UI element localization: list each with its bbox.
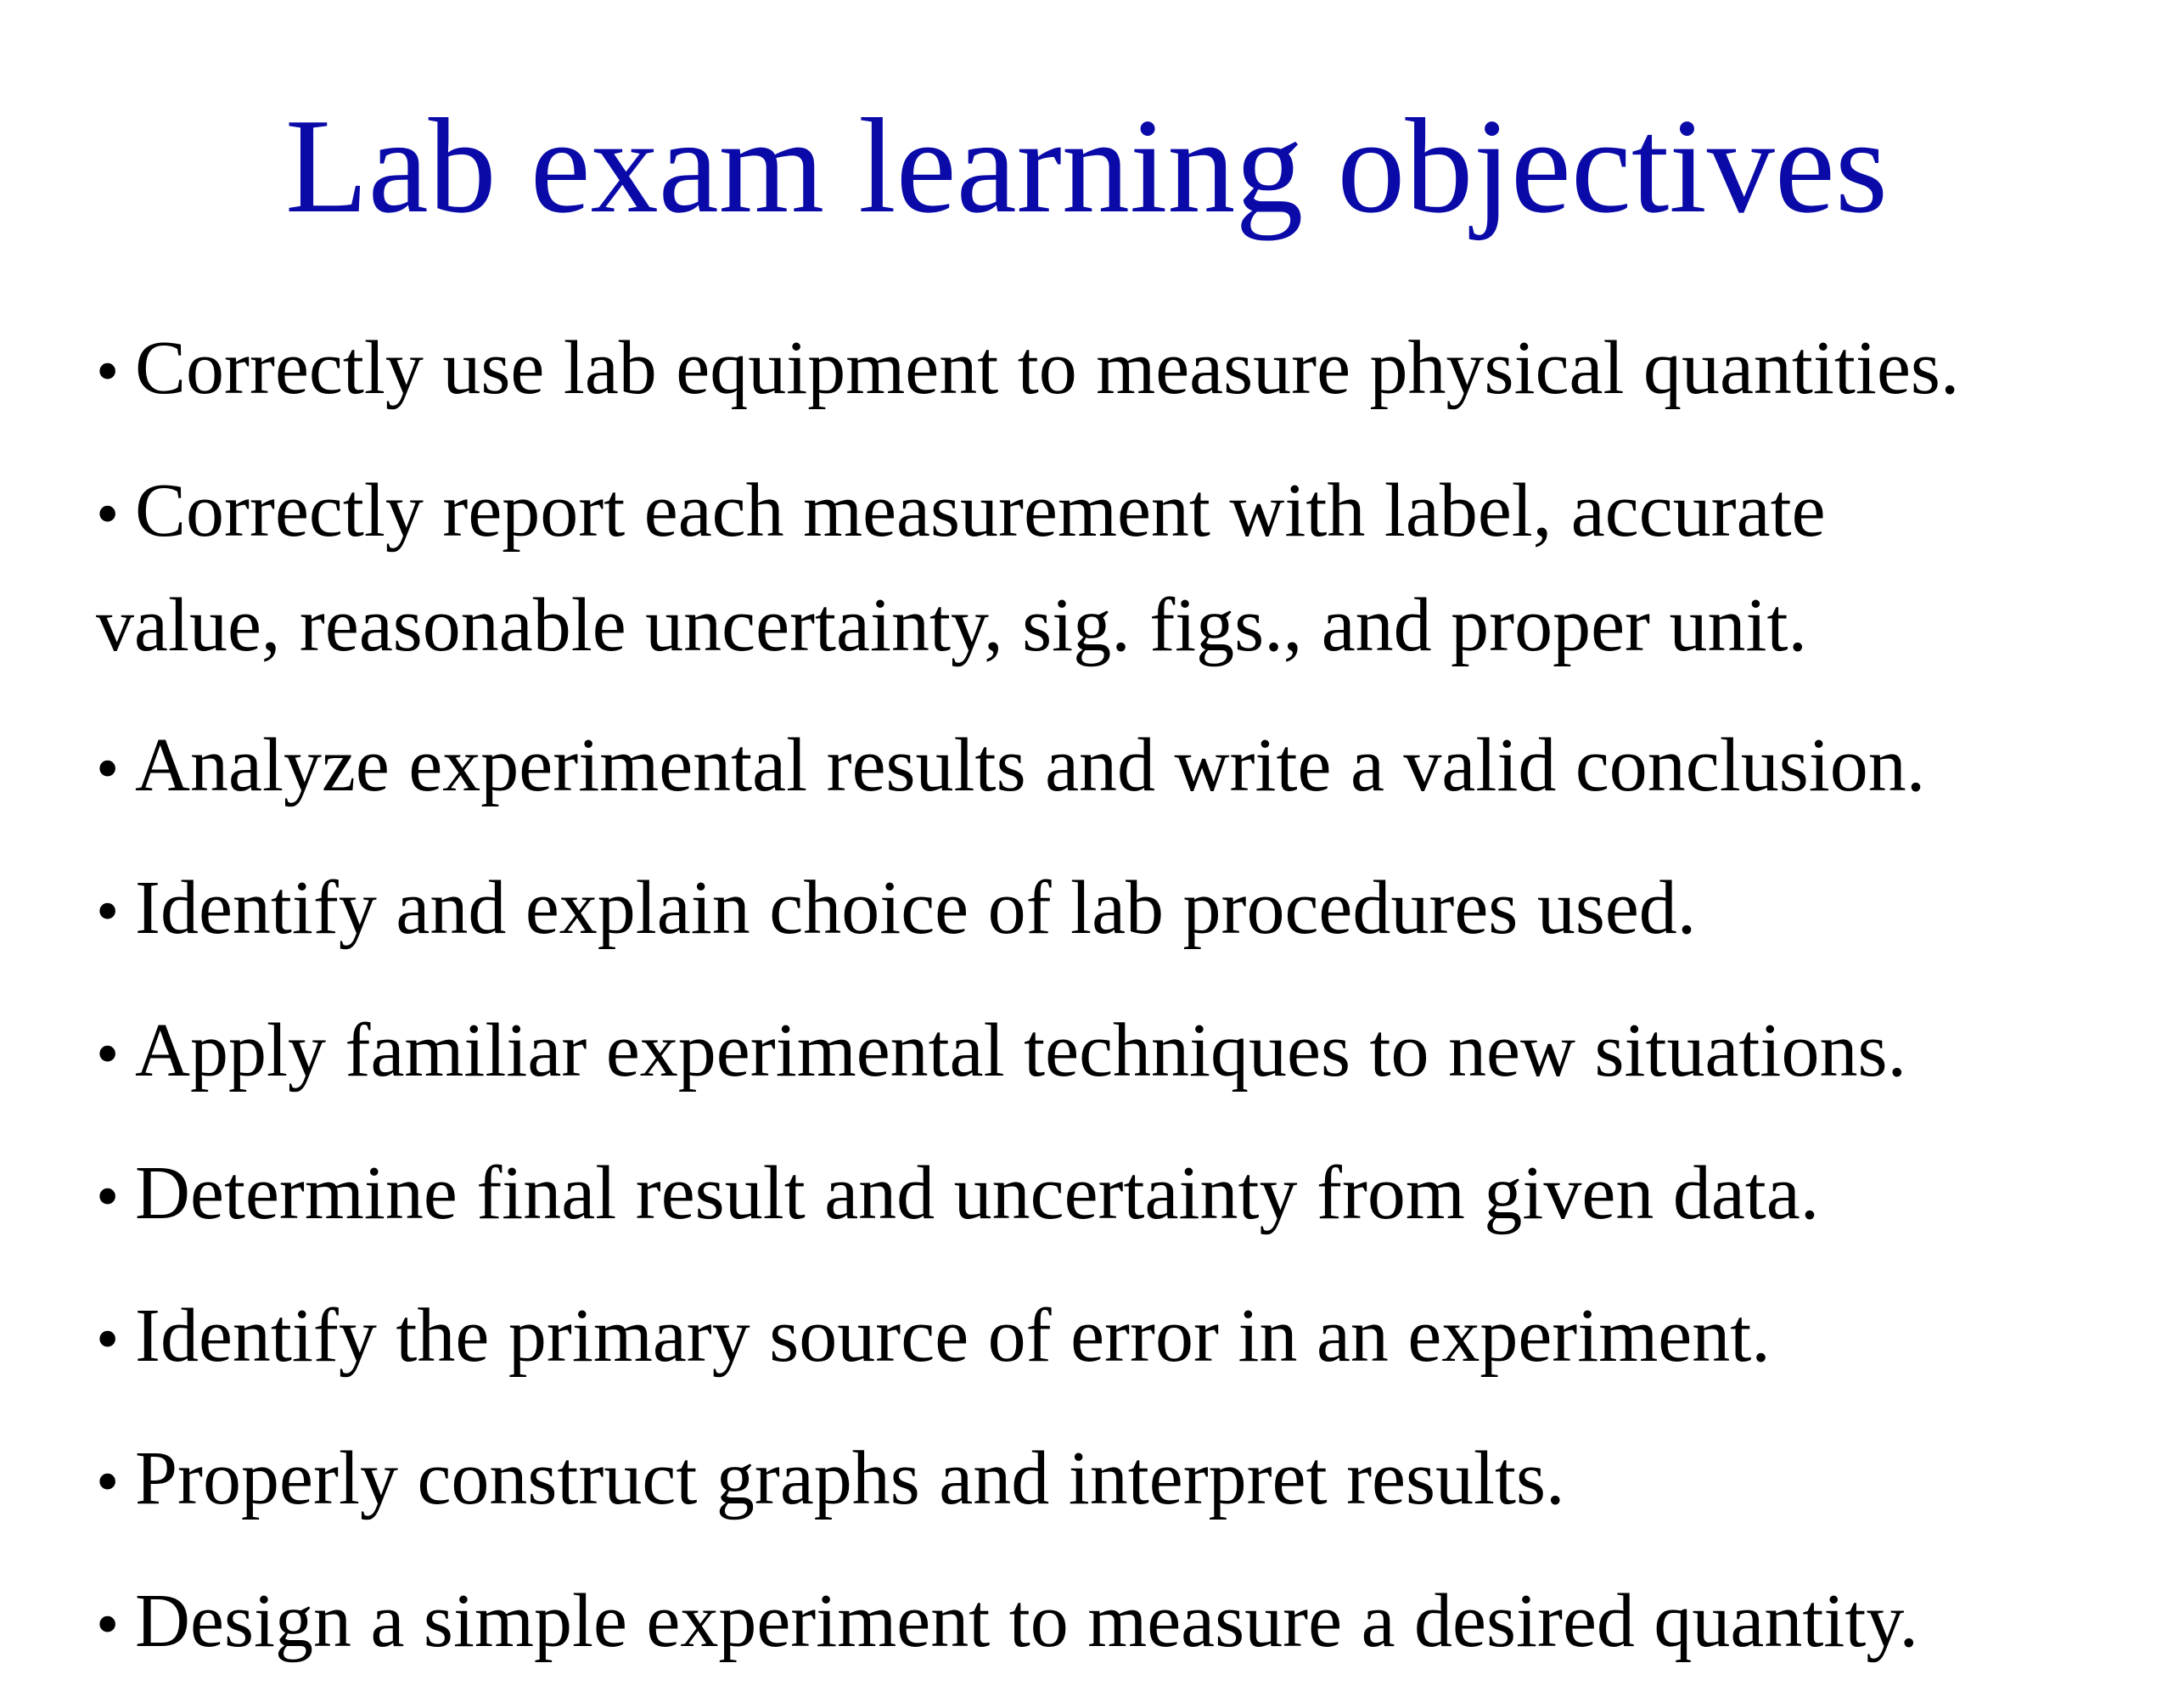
- objective-text: Correctly use lab equipment to measure physical quantities.: [135, 326, 1960, 410]
- bullet-icon: •: [96, 731, 120, 805]
- objective-text: Apply familiar experimental techniques to new situations.: [135, 1009, 1906, 1093]
- objective-text: Correctly report each measurement with label, accurate value, reasonable uncertainty, sig. figs., and proper unit.: [96, 469, 1826, 667]
- bullet-icon: •: [96, 874, 120, 947]
- bullet-icon: •: [96, 334, 120, 407]
- slide-title: Lab exam learning objectives: [284, 90, 1889, 241]
- bullet-icon: •: [96, 1016, 120, 1090]
- objective-item: [96, 1280, 2150, 1395]
- objective-item: [96, 1138, 2150, 1252]
- objectives-list: [96, 312, 2150, 1708]
- objective-item: [96, 1423, 2150, 1537]
- objective-item: [96, 312, 2150, 427]
- bullet-icon: •: [96, 476, 120, 550]
- objective-text: Identify the primary source of error in an experiment.: [135, 1294, 1771, 1378]
- objective-text: Identify and explain choice of lab procedures used.: [135, 866, 1697, 950]
- objective-item: [96, 995, 2150, 1110]
- bullet-icon: •: [96, 1444, 120, 1518]
- objective-item: [96, 710, 2150, 824]
- objective-item: [96, 1565, 2150, 1680]
- objective-text: Design a simple experiment to measure a desired quantity.: [135, 1579, 1919, 1663]
- bullet-icon: •: [96, 1159, 120, 1233]
- objective-text: Determine final result and uncertainty from given data.: [135, 1151, 1820, 1235]
- bullet-icon: •: [96, 1587, 120, 1660]
- bullet-icon: •: [96, 1301, 120, 1375]
- objective-text: Analyze experimental results and write a valid conclusion.: [135, 723, 1926, 807]
- objective-item: [96, 852, 2150, 967]
- objective-item: [96, 455, 2014, 682]
- objective-text: Properly construct graphs and interpret results.: [135, 1436, 1565, 1520]
